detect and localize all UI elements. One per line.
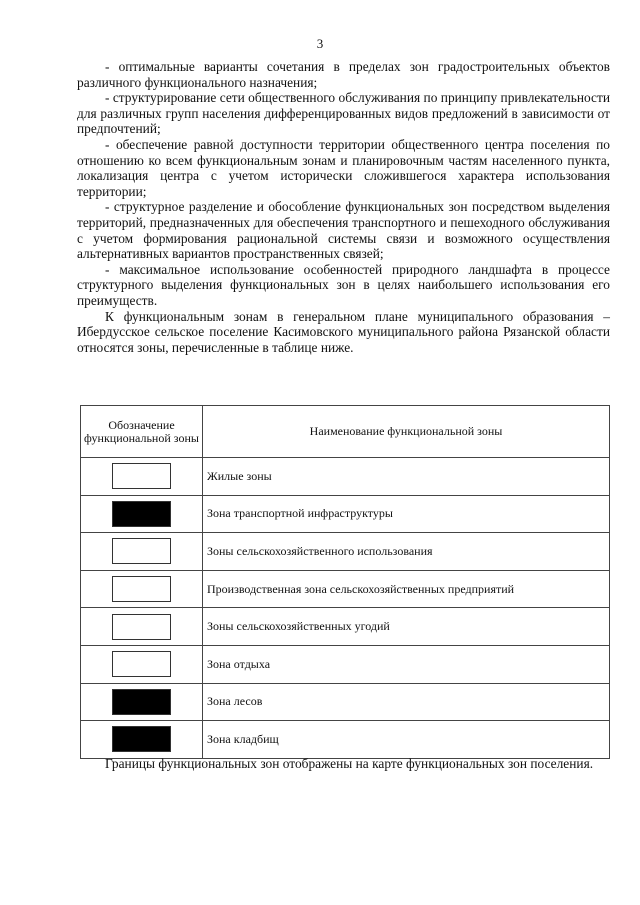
header-symbol: Обозначение функциональной зоны [81,406,203,458]
paragraph-3: - обеспечение равной доступности территории общественного центра поселения по отношению ко всем функциональным зонам и планировочным частям населенного пункта, локализация центра с учетом исторически сложившегося характера использования территории; [77,136,610,199]
zone-swatch [112,538,171,564]
zone-swatch [112,501,171,527]
table-row [81,683,610,721]
table-row [81,495,610,533]
zone-swatch [112,689,171,715]
paragraph-6: К функциональным зонам в генеральном плане муниципального образования – Ибердусское сельское поселение Касимовского муниципального района Рязанской области относятся зоны, перечисленные в таблице ниже. [77,308,610,355]
page-number: 3 [316,36,324,51]
zone-name: Жилые зоны [203,458,610,496]
body-text [77,59,610,355]
zone-name: Зоны сельскохозяйственного использования [203,533,610,571]
zone-name: Зоны сельскохозяйственных угодий [203,608,610,646]
zone-swatch [112,576,171,602]
table-row [81,533,610,571]
table-row [81,608,610,646]
paragraph-2: - структурирование сети общественного обслуживания по принципу привлекательности для различных групп населения дифференцированных видов предложений в зависимости от предпочтений; [77,90,610,137]
table-row [81,645,610,683]
zone-name: Зона отдыха [203,645,610,683]
zone-swatch [112,614,171,640]
zone-swatch [112,463,171,489]
paragraph-5: - максимальное использование особенностей природного ландшафта в процессе структурного выделения функциональных зон в целях наибольшего использования его преимуществ. [77,261,610,308]
header-name: Наименование функциональной зоны [203,406,610,458]
zone-name: Зона лесов [203,683,610,721]
zones-table [80,405,610,759]
zone-name: Производственная зона сельскохозяйственных предприятий [203,570,610,608]
paragraph-4: - структурное разделение и обособление функциональных зон посредством выделения территорий, предназначенных для обеспечения транспортного и пешеходного обслуживания с учетом формирования рациональной системы связи и возможного осуществления альтернативных вариантов пространственных связей; [77,199,610,262]
zone-name: Зона транспортной инфраструктуры [203,495,610,533]
table-row [81,458,610,496]
table-row [81,570,610,608]
zone-swatch [112,651,171,677]
paragraph-1: - оптимальные варианты сочетания в пределах зон градостроительных объектов различного функционального назначения; [77,59,610,90]
zone-swatch [112,726,171,752]
table-header-row [81,406,610,458]
table-row [81,721,610,759]
closing-paragraph: Границы функциональных зон отображены на карте функциональных зон поселения. [105,756,594,771]
zone-name: Зона кладбищ [203,721,610,759]
